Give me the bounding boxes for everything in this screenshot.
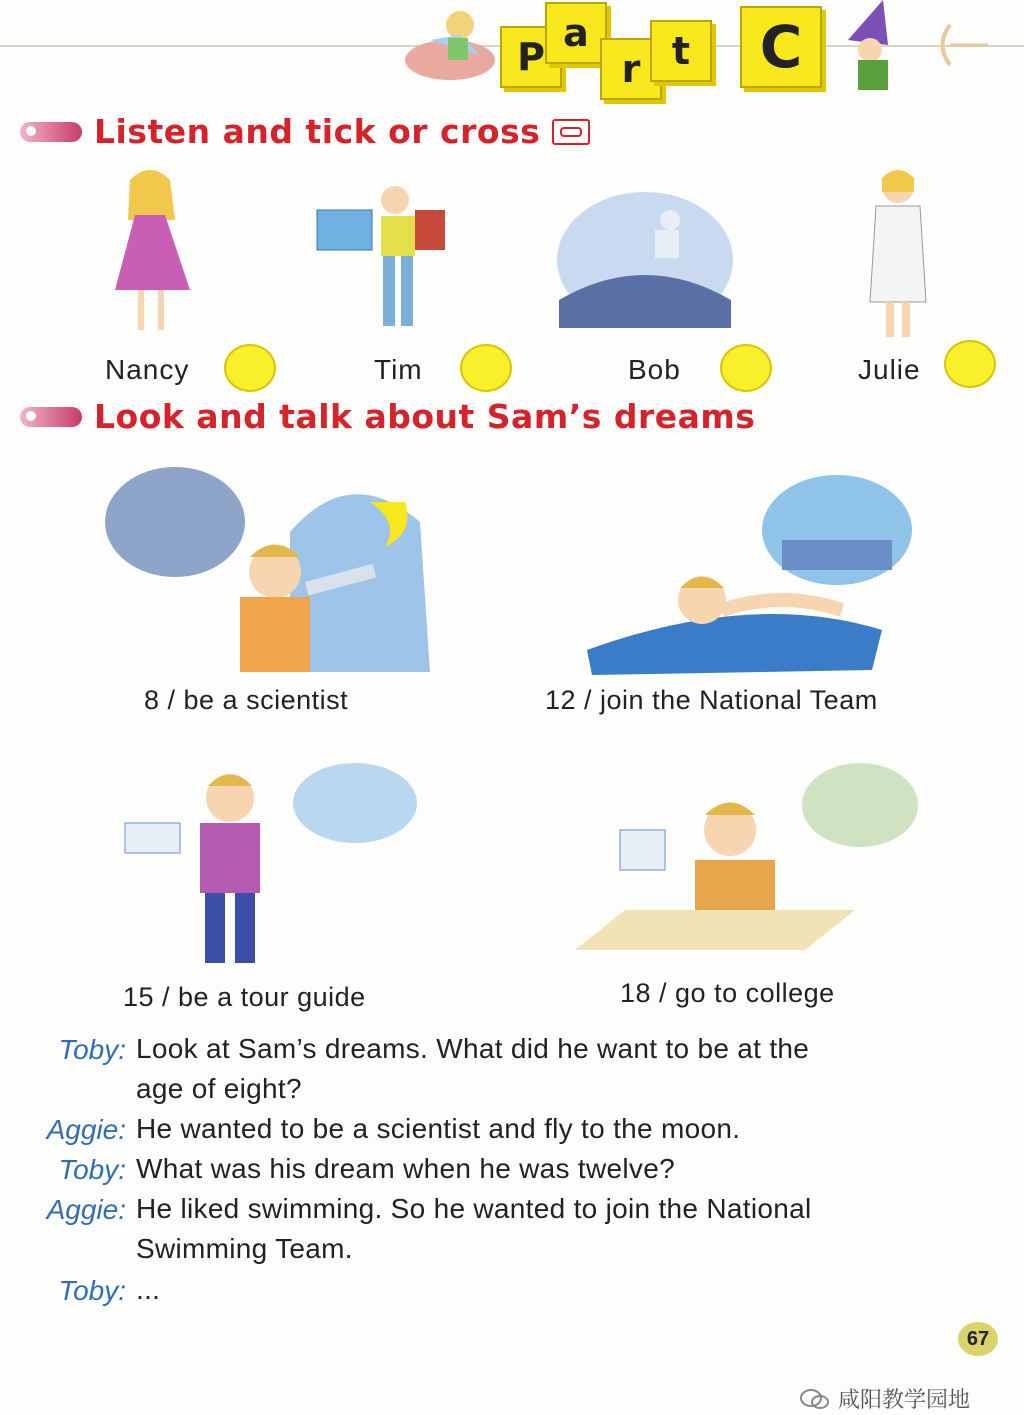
section-bullet-icon	[20, 407, 82, 427]
section-title-listen	[20, 112, 590, 151]
scientist-dream-illustration	[100, 462, 440, 682]
section-title-look	[20, 397, 755, 436]
watermark	[800, 1383, 970, 1414]
header-block-r: r	[600, 38, 662, 100]
speaker-toby: Toby:	[58, 1034, 126, 1065]
dialogue-line: age of eight?	[136, 1073, 302, 1104]
dialogue-line: Look at Sam’s dreams. What did he want to be at the	[136, 1033, 810, 1064]
name-nancy: Nancy	[105, 354, 190, 385]
speaker-aggie: Aggie:	[46, 1114, 126, 1145]
bob-astronaut-illustration	[555, 190, 735, 330]
watermark-text: 咸阳教学园地	[838, 1387, 971, 1412]
dialogue-line: ...	[136, 1274, 161, 1305]
page-number: 67	[958, 1322, 998, 1356]
header-block-a: a	[545, 2, 607, 64]
caption-age-12: 12 / join the National Team	[545, 685, 878, 715]
caption-age-8: 8 / be a scientist	[144, 685, 349, 715]
header-block-p: P	[500, 26, 562, 88]
dialogue-line: He wanted to be a scientist and fly to the moon.	[136, 1113, 741, 1144]
tour-guide-dream-illustration	[120, 758, 420, 973]
tim-illustration	[315, 180, 460, 340]
section-title-text: Look and talk about Sam’s dreams	[94, 397, 756, 436]
name-bob: Bob	[628, 354, 681, 385]
answer-circle-bob[interactable]	[720, 344, 772, 392]
section-bullet-icon	[20, 122, 82, 142]
name-tim: Tim	[374, 354, 423, 385]
caption-age-18: 18 / go to college	[620, 978, 835, 1008]
wechat-icon	[800, 1388, 830, 1410]
cassette-icon	[552, 119, 590, 145]
answer-circle-julie[interactable]	[944, 340, 996, 388]
college-dream-illustration	[575, 760, 920, 960]
answer-circle-tim[interactable]	[460, 344, 512, 392]
page-tab-decoration	[930, 20, 990, 70]
name-julie: Julie	[858, 354, 921, 385]
dialogue-line: He liked swimming. So he wanted to join the National	[136, 1193, 812, 1224]
dialogue-line: Swimming Team.	[136, 1233, 353, 1264]
swimmer-dream-illustration	[582, 470, 922, 680]
header-block-t: t	[650, 20, 712, 82]
julie-illustration	[858, 162, 938, 347]
section-title-text: Listen and tick or cross	[94, 112, 541, 151]
caption-age-15: 15 / be a tour guide	[123, 982, 366, 1012]
speaker-aggie: Aggie:	[46, 1194, 126, 1225]
nancy-illustration	[100, 160, 210, 345]
header-block-c: C	[740, 6, 822, 88]
dialogue-line: What was his dream when he was twelve?	[136, 1153, 675, 1184]
wizard-illustration	[828, 0, 918, 100]
fairy-illustration	[400, 0, 510, 100]
speaker-toby: Toby:	[58, 1154, 126, 1185]
answer-circle-nancy[interactable]	[224, 344, 276, 392]
speaker-toby: Toby:	[58, 1275, 126, 1306]
